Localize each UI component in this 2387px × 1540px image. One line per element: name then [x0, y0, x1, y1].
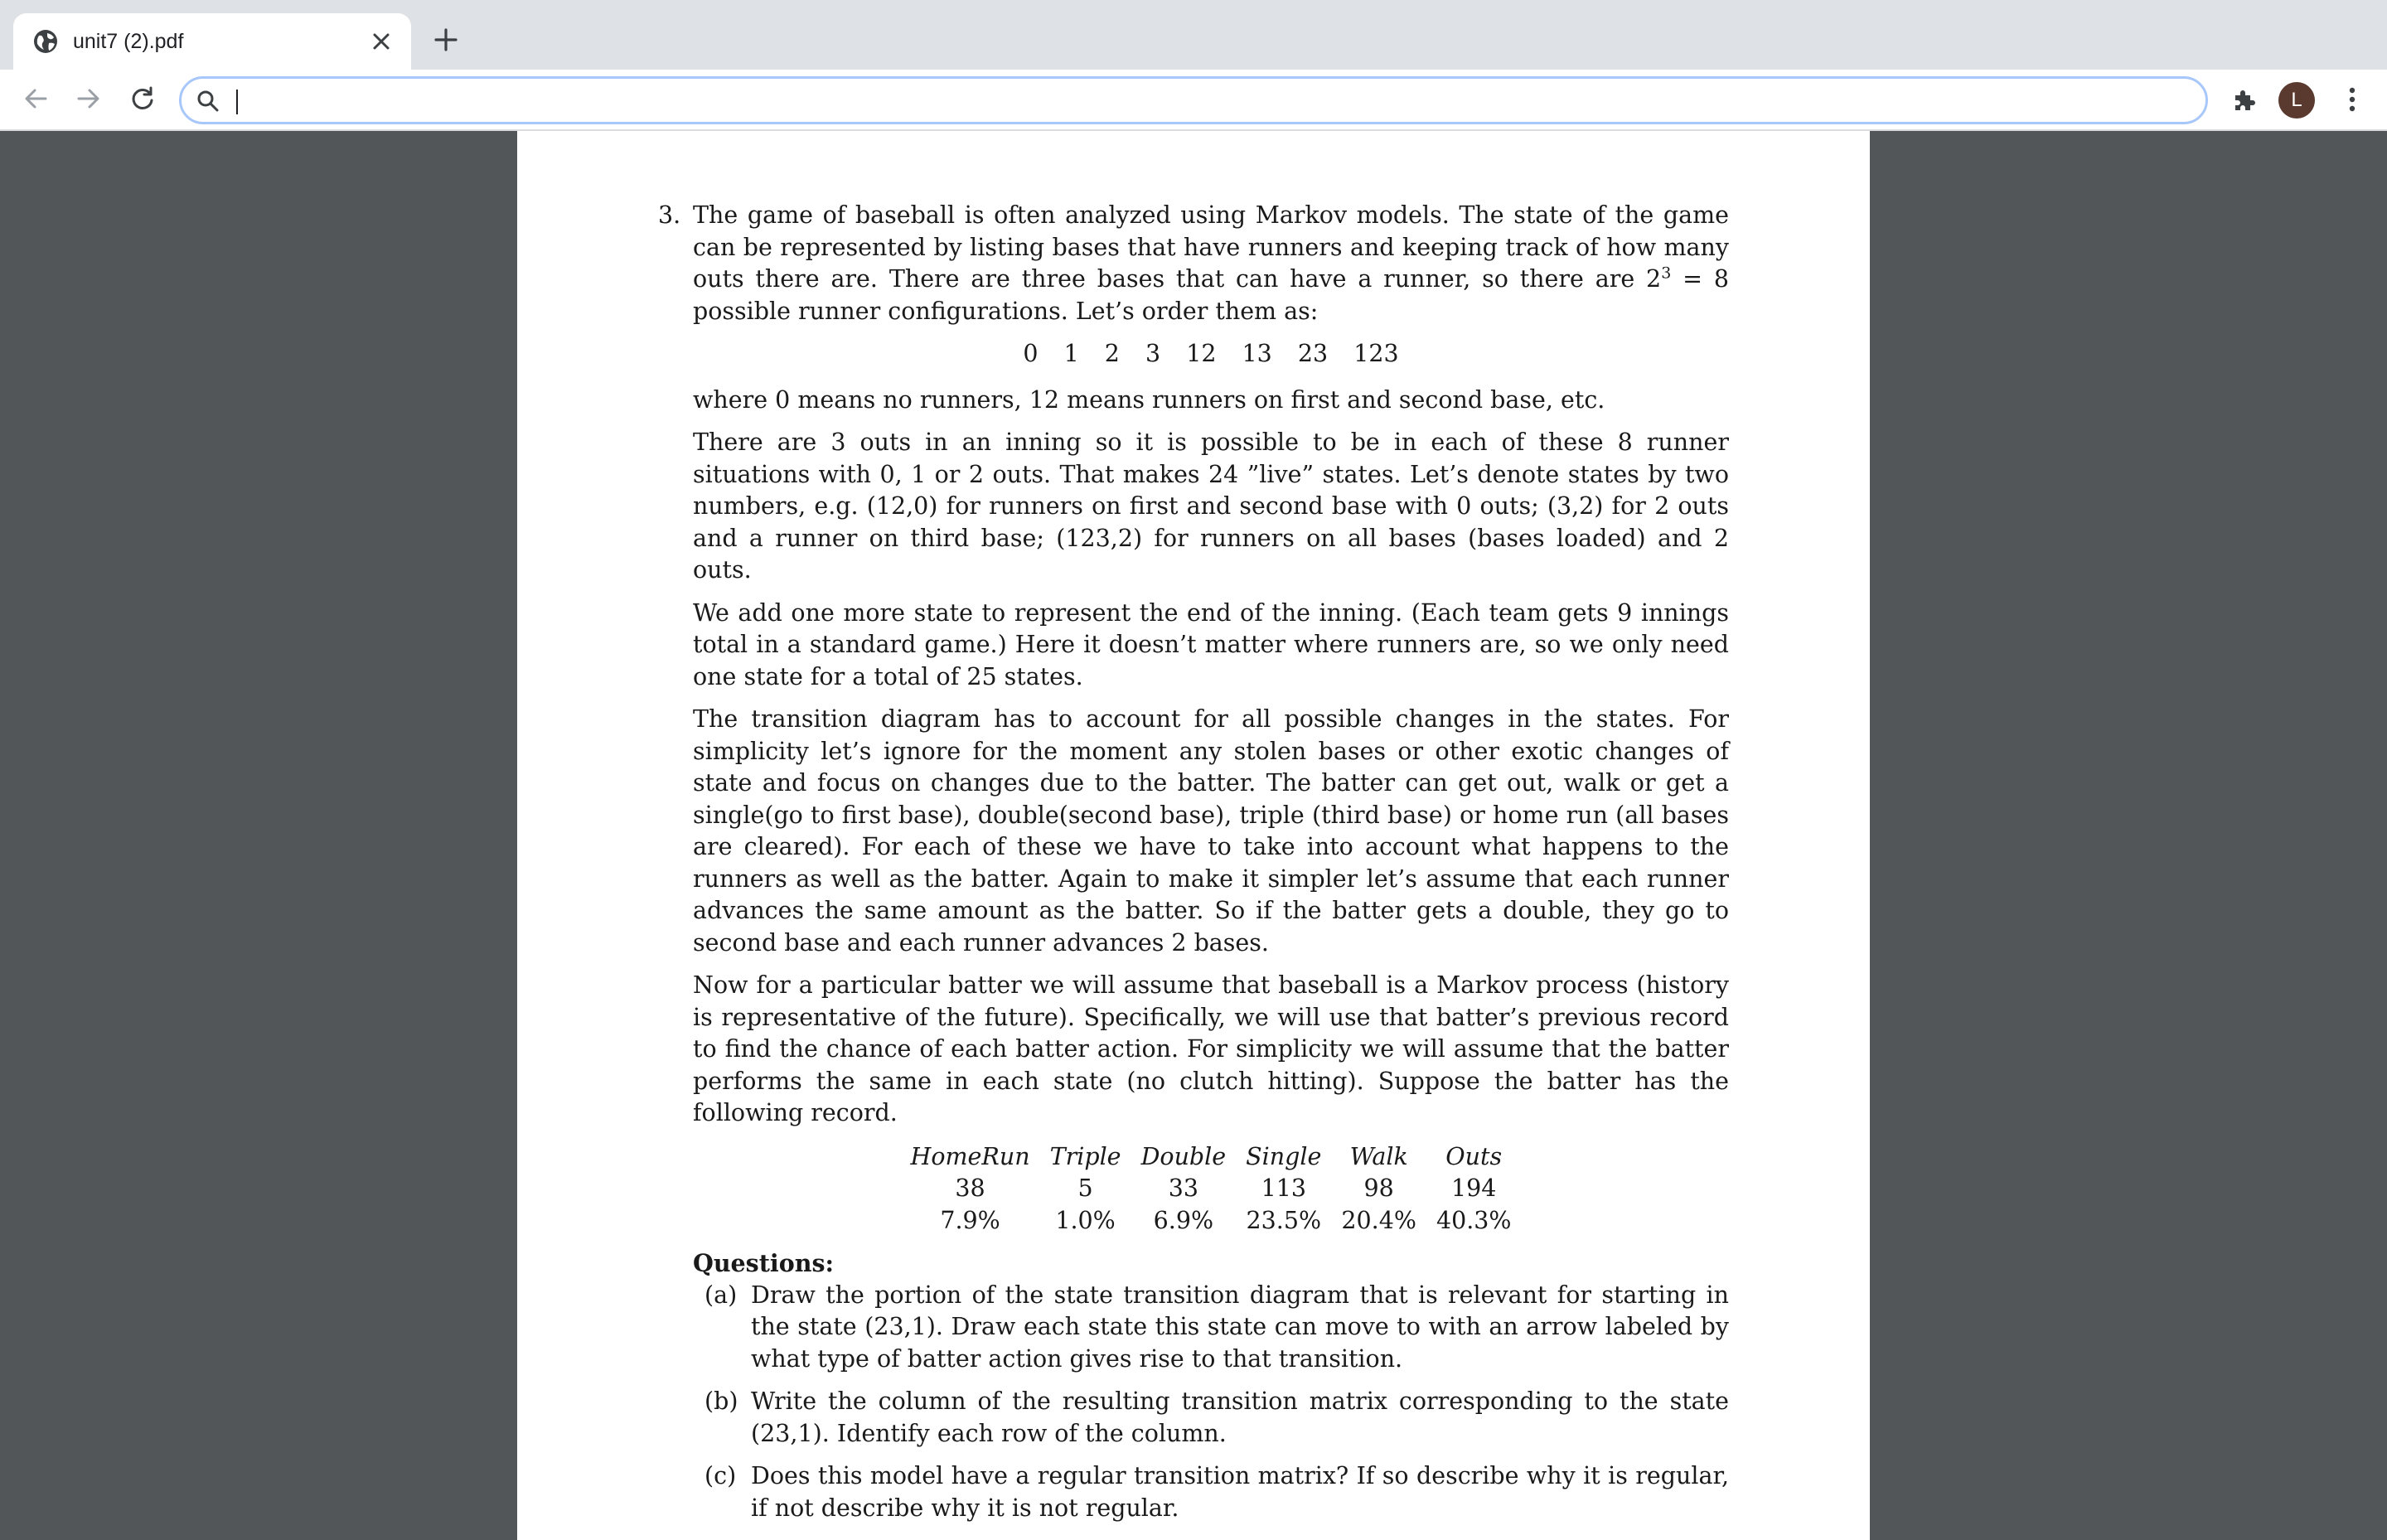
table-header-cell: Single — [1246, 1142, 1322, 1170]
markov-paragraph: Now for a particular batter we will assume that baseball is a Markov process (history is representative of the future). Specifically, we will use that batter’s previous record to find the chance of each batter action. For simplicity we will assume that the batter performs the same in each state (no clutch hitting). Suppose the batter has the following record. — [693, 971, 1729, 1126]
intro-text: The game of baseball is often analyzed using Markov models. The state of the game can be represented by listing bases that have runners and keeping track of how many outs there are. There are three bases that can have a runner, so there are 2 — [693, 201, 1729, 293]
table-cell: 20.4% — [1341, 1206, 1416, 1234]
table-cell: 1.0% — [1055, 1206, 1116, 1234]
tab-strip — [0, 0, 2387, 70]
back-button[interactable] — [15, 80, 56, 121]
table-cell: 113 — [1261, 1174, 1306, 1202]
address-bar[interactable] — [179, 76, 2208, 124]
tab-title: unit7 (2).pdf — [73, 30, 184, 53]
list-item — [693, 1460, 1729, 1524]
question-label: (a) — [704, 1281, 738, 1309]
end-state-paragraph: We add one more state to represent the end of the inning. (Each team gets 9 innings total in a standard game.) Here it doesn’t matter where runners are, so we only need one state for a total of 25 states. — [693, 598, 1729, 690]
intro-exponent: 3 — [1661, 264, 1672, 283]
search-icon — [196, 90, 220, 113]
table-cell: 38 — [955, 1174, 985, 1202]
reload-icon — [130, 86, 155, 115]
globe-icon — [31, 27, 60, 56]
table-cell: 98 — [1363, 1174, 1394, 1202]
table-cell: 6.9% — [1153, 1206, 1214, 1234]
table-cell: 194 — [1451, 1174, 1497, 1202]
runner-configurations — [693, 338, 1729, 370]
config-item: 3 — [1145, 340, 1161, 367]
question-text: Draw the portion of the state transition diagram that is relevant for starting in the state (23,1). Draw each state this state can move to with an arrow labeled by what type of batter action gives rise to that transition. — [751, 1281, 1729, 1373]
intro-text-after: = 8 possible runner configurations. Let’s order them as: — [693, 265, 1729, 325]
question-text: Does this model have a regular transition matrix? If so describe why it is regular, if not describe why it is not regular. — [751, 1462, 1729, 1522]
problem-number: 3. — [658, 201, 681, 229]
back-arrow-icon — [23, 86, 48, 115]
avatar[interactable]: L — [2278, 82, 2315, 119]
config-item: 13 — [1242, 340, 1272, 367]
list-item — [693, 1280, 1729, 1376]
browser-menu-button[interactable] — [2337, 85, 2367, 118]
close-icon[interactable] — [366, 27, 396, 56]
forward-button[interactable] — [68, 80, 109, 121]
table-header-cell: HomeRun — [910, 1142, 1030, 1170]
batter-record-table — [901, 1141, 1522, 1237]
table-header-row — [901, 1141, 1522, 1174]
question-label: (b) — [704, 1387, 738, 1415]
tab-pdf[interactable] — [13, 13, 411, 70]
table-cell: 5 — [1077, 1174, 1093, 1202]
problem-content — [658, 200, 1729, 1535]
question-label: (c) — [704, 1462, 737, 1489]
reload-button[interactable] — [122, 80, 163, 121]
table-cell: 23.5% — [1246, 1206, 1322, 1234]
table-header-cell: Walk — [1349, 1142, 1408, 1170]
table-row — [901, 1173, 1522, 1205]
list-item — [693, 1386, 1729, 1450]
questions-heading: Questions: — [693, 1249, 835, 1277]
config-item: 123 — [1353, 340, 1399, 367]
table-cell: 7.9% — [940, 1206, 1000, 1234]
outs-paragraph: There are 3 outs in an inning so it is possible to be in each of these 8 runner situations with 0, 1 or 2 outs. That makes 24 ”live” states. Let’s denote states by two numbers, e.g. (12,0) for runners on first and second base with 0 outs; (3,2) for 2 outs and a runner on third base; (123,2) for runners on all bases (bases loaded) and 2 outs. — [693, 429, 1729, 584]
table-row — [901, 1205, 1522, 1237]
where-paragraph: where 0 means no runners, 12 means runners on first and second base, etc. — [693, 385, 1605, 414]
new-tab-button[interactable] — [428, 23, 464, 60]
kebab-menu-icon — [2349, 87, 2356, 116]
table-cell: 40.3% — [1436, 1206, 1512, 1234]
config-item: 12 — [1186, 340, 1217, 367]
pdf-viewer[interactable] — [0, 131, 2387, 1522]
plus-icon — [434, 28, 458, 56]
table-header-cell: Triple — [1049, 1142, 1121, 1170]
text-caret — [236, 90, 238, 114]
questions-list — [693, 1280, 1729, 1525]
config-item: 0 — [1023, 340, 1039, 367]
table-header-cell: Outs — [1445, 1142, 1503, 1170]
transition-paragraph: The transition diagram has to account for all possible changes in the states. For simplicity let’s ignore for the moment any stolen bases or other exotic changes of state and focus on changes due to the batter. The batter can get out, walk or get a single(go to first base), double(second base), triple (third base) or home run (all bases are cleared). For each of these we have to take into account what happens to the runners as well as the batter. Again to make it simpler let’s assume that each runner advances the same amount as the batter. So if the batter gets a double, they go to second base and each runner advances 2 bases. — [693, 705, 1729, 956]
question-text: Write the column of the resulting transition matrix corresponding to the state (23,1). Identify each row of the column. — [751, 1387, 1729, 1447]
config-item: 2 — [1104, 340, 1120, 367]
config-item: 23 — [1297, 340, 1329, 367]
pdf-page — [517, 131, 1870, 1540]
config-item: 1 — [1063, 340, 1079, 367]
table-header-cell: Double — [1140, 1142, 1227, 1170]
forward-arrow-icon — [76, 86, 101, 115]
table-cell: 33 — [1168, 1174, 1198, 1202]
extensions-button[interactable] — [2228, 85, 2261, 118]
intro-paragraph — [693, 200, 1729, 327]
address-input[interactable] — [233, 85, 2139, 115]
puzzle-extension-icon — [2231, 86, 2258, 117]
browser-toolbar — [0, 70, 2387, 131]
